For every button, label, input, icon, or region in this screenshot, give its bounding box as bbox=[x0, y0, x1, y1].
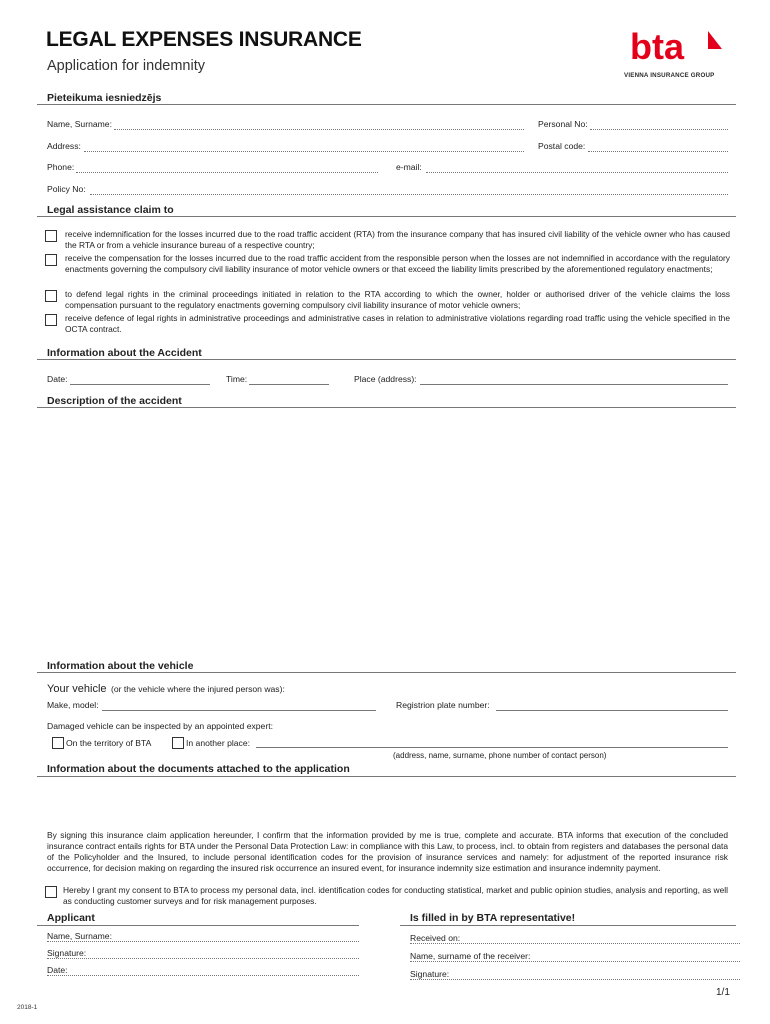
email-field[interactable] bbox=[426, 172, 728, 173]
personal-no-field[interactable] bbox=[590, 129, 728, 130]
bta-rep-heading: Is filled in by BTA representative! bbox=[410, 912, 576, 924]
policy-no-field[interactable] bbox=[90, 194, 728, 195]
policy-no-label: Policy No: bbox=[47, 184, 86, 194]
claim-option-1-checkbox[interactable] bbox=[45, 230, 57, 242]
page-number: 1/1 bbox=[716, 987, 730, 998]
your-vehicle-line bbox=[47, 679, 285, 697]
another-place-label: In another place: bbox=[186, 738, 251, 748]
territory-bta-checkbox[interactable] bbox=[52, 737, 64, 749]
bta-logo-icon bbox=[624, 23, 732, 73]
your-vehicle-label: Your vehicle bbox=[47, 683, 107, 695]
section-rule bbox=[37, 672, 736, 673]
applicant-section-heading: Pieteikuma iesniedzējs bbox=[47, 92, 162, 104]
accident-place-label: Place (address): bbox=[354, 374, 417, 384]
applicant-signature-field[interactable] bbox=[47, 958, 359, 959]
plate-number-field[interactable] bbox=[496, 710, 728, 711]
territory-bta-label: On the territory of BTA bbox=[66, 738, 152, 748]
applicant-sign-name-field[interactable] bbox=[47, 941, 359, 942]
claim-option-2-text: receive the compensation for the losses incurred due to the road traffic accident from the responsible person when the losses are not indemnified in accordance with the regulatory enactments governing the compulsory civil liability insurance of motor vehicle owners or that exceed the liability limits prescribed by the aforementioned regulatory enactments; bbox=[65, 253, 730, 274]
accident-date-label: Date: bbox=[47, 374, 68, 384]
claim-option-1-text: receive indemnification for the losses incurred due to the road traffic accident (RTA) from the insurance company that has insured civil liability of the vehicle owner who has caused the RTA or from a vehicle insurance bureau of a respective country; bbox=[65, 229, 730, 250]
receiver-name-label: Name, surname of the receiver: bbox=[410, 951, 531, 961]
another-place-field[interactable] bbox=[256, 747, 728, 748]
claim-option-4-text: receive defence of legal rights in administrative proceedings and administrative cases in relation to administrative violations regarding road traffic using the vehicle specified in the OCTA contract. bbox=[65, 313, 730, 334]
your-vehicle-note: (or the vehicle where the injured person was): bbox=[110, 684, 285, 694]
logo-sail-shape bbox=[708, 31, 722, 49]
section-rule bbox=[37, 776, 736, 777]
received-on-label: Received on: bbox=[410, 933, 461, 943]
section-rule bbox=[400, 925, 736, 926]
phone-field[interactable] bbox=[76, 172, 378, 173]
email-label: e-mail: bbox=[396, 162, 422, 172]
consent-paragraph: By signing this insurance claim application hereunder, I confirm that the information provided by me is true, complete and accurate. BTA informs that execution of the concluded insurance contract entails rights for BTA under the Personal Data Protection Law: in compliance with this Law, to process, incl. to obtain from registers and databases the personal data of the Policyholder and the Insured, to include personal identification codes for the provision of insurance services and namely: for adjustment of the reported insurance risk occurrence, for decision making on regarding the insured risk occurrence an insured event, for insurance indemnity size estimation and insurance indemnity payment. bbox=[47, 830, 728, 873]
applicant-signature-label: Signature: bbox=[47, 948, 87, 958]
applicant-sign-name-label: Name, Surname: bbox=[47, 931, 112, 941]
postal-code-field[interactable] bbox=[588, 151, 728, 152]
another-place-checkbox[interactable] bbox=[172, 737, 184, 749]
accident-description-area[interactable] bbox=[45, 412, 728, 652]
accident-place-field[interactable] bbox=[420, 384, 728, 385]
accident-date-field[interactable] bbox=[70, 384, 210, 385]
vehicle-section-heading: Information about the vehicle bbox=[47, 660, 194, 672]
section-rule bbox=[37, 104, 736, 105]
applicant-sign-heading: Applicant bbox=[47, 912, 95, 924]
make-model-field[interactable] bbox=[102, 710, 376, 711]
form-subtitle: Application for indemnity bbox=[47, 58, 205, 74]
address-hint: (address, name, surname, phone number of contact person) bbox=[393, 751, 607, 760]
address-label: Address: bbox=[47, 141, 81, 151]
form-version: 2018-1 bbox=[17, 1004, 38, 1011]
documents-area[interactable] bbox=[45, 781, 728, 825]
applicant-name-label: Name, Surname: bbox=[47, 119, 112, 129]
claim-option-2-checkbox[interactable] bbox=[45, 254, 57, 266]
consent-checkbox[interactable] bbox=[45, 886, 57, 898]
address-field[interactable] bbox=[84, 151, 524, 152]
accident-time-field[interactable] bbox=[249, 384, 329, 385]
logo-wordmark: bta bbox=[630, 26, 684, 67]
applicant-date-field[interactable] bbox=[47, 975, 359, 976]
personal-no-label: Personal No: bbox=[538, 119, 588, 129]
claim-option-4-checkbox[interactable] bbox=[45, 314, 57, 326]
phone-label: Phone: bbox=[47, 162, 75, 172]
applicant-name-field[interactable] bbox=[114, 129, 524, 130]
form-title: LEGAL EXPENSES INSURANCE bbox=[46, 28, 362, 51]
claim-option-3-checkbox[interactable] bbox=[45, 290, 57, 302]
claim-option-3-text: to defend legal rights in the criminal proceedings initiated in relation to the RTA according to which the owner, holder or authorised driver of the vehicle claims the loss compensation pursuant to the regulatory enactments governing compulsory civil liability insurance of motor vehicle owners; bbox=[65, 289, 730, 310]
receiver-name-field[interactable] bbox=[410, 961, 740, 962]
claim-section-heading: Legal assistance claim to bbox=[47, 204, 174, 216]
applicant-date-label: Date: bbox=[47, 965, 68, 975]
accident-section-heading: Information about the Accident bbox=[47, 347, 202, 359]
consent-checkbox-text: Hereby I grant my consent to BTA to process my personal data, incl. identification codes for conducting statistical, market and public opinion studies, analysis and reporting, as well as conducting customer surveys and for risk management purposes. bbox=[63, 885, 728, 906]
documents-section-heading: Information about the documents attached to the application bbox=[47, 763, 350, 775]
plate-number-label: Registrion plate number: bbox=[396, 700, 490, 710]
description-section-heading: Description of the accident bbox=[47, 395, 182, 407]
section-rule bbox=[37, 407, 736, 408]
received-on-field[interactable] bbox=[410, 943, 740, 944]
section-rule bbox=[37, 359, 736, 360]
accident-time-label: Time: bbox=[226, 374, 248, 384]
receiver-signature-field[interactable] bbox=[410, 979, 740, 980]
inspection-label: Damaged vehicle can be inspected by an appointed expert: bbox=[47, 721, 273, 731]
logo-subtext: VIENNA INSURANCE GROUP bbox=[624, 72, 715, 79]
receiver-signature-label: Signature: bbox=[410, 969, 450, 979]
make-model-label: Make, model: bbox=[47, 700, 99, 710]
section-rule bbox=[37, 925, 359, 926]
section-rule bbox=[37, 216, 736, 217]
postal-code-label: Postal code: bbox=[538, 141, 586, 151]
